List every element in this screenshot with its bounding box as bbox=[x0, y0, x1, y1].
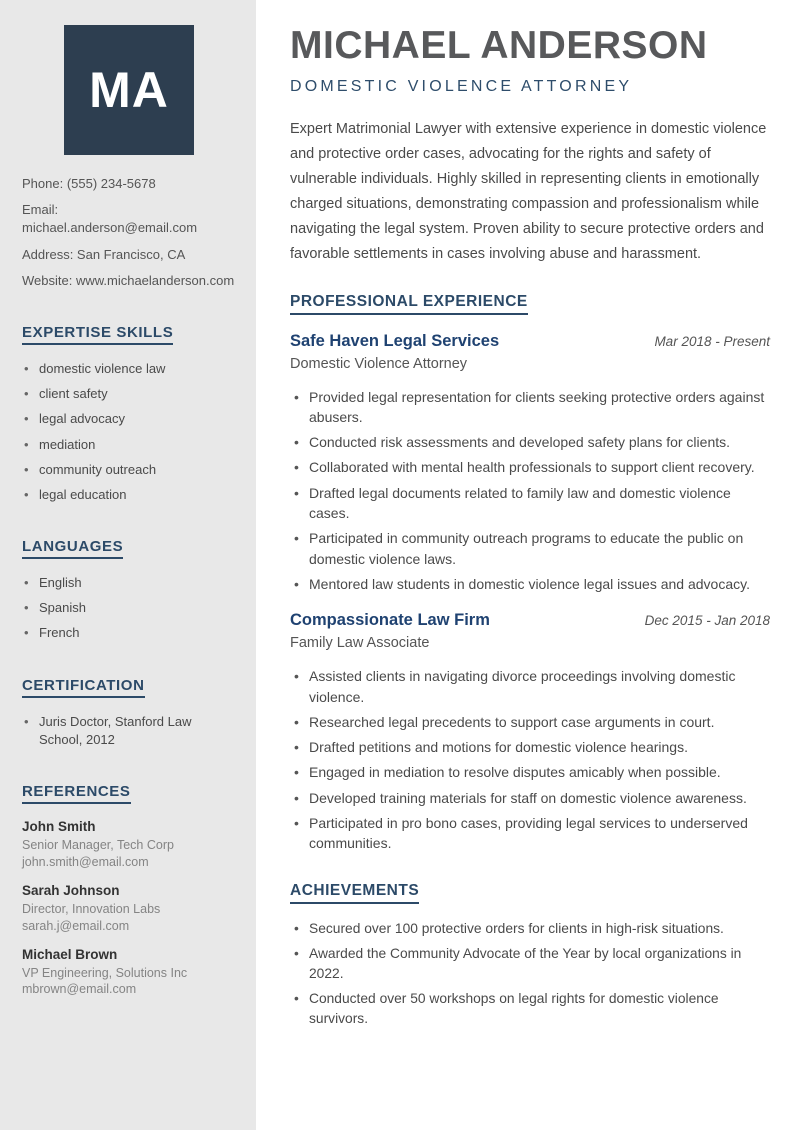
sidebar bbox=[0, 0, 256, 1130]
bullet-item: • Mentored law students in domestic violence legal issues and advocacy. bbox=[290, 574, 770, 594]
bullet-item: • Developed training materials for staff on domestic violence awareness. bbox=[290, 788, 770, 808]
achievements-list bbox=[290, 919, 770, 1029]
main-column bbox=[256, 0, 800, 1130]
contact-email: Email: michael.anderson@email.com bbox=[22, 202, 198, 236]
reference-email: sarah.j@email.com bbox=[22, 918, 130, 933]
bullet-item: • Assisted clients in navigating divorce proceedings involving domestic violence. bbox=[290, 666, 770, 707]
page-title: MICHAEL ANDERSON bbox=[290, 24, 708, 67]
job-bullets bbox=[290, 666, 770, 853]
certification-list bbox=[22, 713, 236, 749]
company-name: Compassionate Law Firm bbox=[290, 611, 490, 630]
languages-list bbox=[22, 574, 236, 643]
achievements-section bbox=[290, 882, 770, 1029]
bullet-item: • Participated in community outreach programs to educate the public on domestic violence laws. bbox=[290, 528, 770, 569]
experience-section bbox=[290, 293, 770, 854]
bullet-item: • Provided legal representation for clients seeking protective orders against abusers. bbox=[290, 387, 770, 428]
job-dates: Dec 2015 - Jan 2018 bbox=[644, 613, 770, 629]
monogram-text: MA bbox=[89, 62, 169, 118]
contact-phone: Phone: (555) 234-5678 bbox=[22, 176, 156, 191]
job-entry bbox=[290, 611, 770, 853]
reference-name: Michael Brown bbox=[22, 946, 118, 962]
reference-entry bbox=[22, 883, 236, 935]
certification-heading: CERTIFICATION bbox=[22, 677, 145, 698]
skill-item: • domestic violence law bbox=[22, 360, 236, 378]
skill-item: • legal advocacy bbox=[22, 410, 236, 428]
achievement-item: • Conducted over 50 workshops on legal rights for domestic violence survivors. bbox=[290, 989, 770, 1029]
job-header bbox=[290, 611, 770, 630]
job-header bbox=[290, 332, 770, 351]
bullet-item: • Drafted petitions and motions for domestic violence hearings. bbox=[290, 737, 770, 757]
bullet-item: • Researched legal precedents to support case arguments in court. bbox=[290, 712, 770, 732]
experience-heading: PROFESSIONAL EXPERIENCE bbox=[290, 293, 528, 315]
contact-address: Address: San Francisco, CA bbox=[22, 246, 186, 262]
monogram-square bbox=[64, 25, 194, 155]
bullet-item: • Participated in pro bono cases, providing legal services to underserved communities. bbox=[290, 813, 770, 854]
skills-section bbox=[22, 324, 236, 504]
reference-role: Senior Manager, Tech Corp bbox=[22, 838, 174, 852]
job-bullets bbox=[290, 387, 770, 595]
reference-email: mbrown@email.com bbox=[22, 982, 137, 997]
reference-name: Sarah Johnson bbox=[22, 882, 120, 898]
contact-website: Website: www.michaelanderson.com bbox=[22, 272, 235, 288]
job-role: Family Law Associate bbox=[290, 635, 430, 652]
skill-item: • legal education bbox=[22, 486, 236, 504]
bullet-item: • Drafted legal documents related to family law and domestic violence cases. bbox=[290, 483, 770, 524]
languages-section bbox=[22, 538, 236, 643]
achievements-heading: ACHIEVEMENTS bbox=[290, 882, 419, 904]
bullet-item: • Engaged in mediation to resolve disputes amicably when possible. bbox=[290, 762, 770, 782]
language-item: • Spanish bbox=[22, 599, 236, 617]
skills-heading: EXPERTISE SKILLS bbox=[22, 324, 173, 345]
company-name: Safe Haven Legal Services bbox=[290, 331, 500, 350]
skill-item: • community outreach bbox=[22, 461, 236, 479]
reference-email: john.smith@email.com bbox=[22, 854, 149, 869]
reference-entry bbox=[22, 947, 236, 999]
references-heading: REFERENCES bbox=[22, 783, 131, 804]
language-item: • English bbox=[22, 574, 236, 592]
job-dates: Mar 2018 - Present bbox=[654, 333, 770, 349]
reference-name: John Smith bbox=[22, 819, 96, 834]
summary-text: Expert Matrimonial Lawyer with extensive experience in domestic violence and protective order cases, advocating for the rights and safety of vulnerable individuals. Highly skilled in representing clients in emotionally charged situations, demonstrating compassion and professionalism while navigating the legal system. Proven ability to secure protective orders and favorable settlements in cases involving abuse and harassment. bbox=[290, 120, 767, 262]
references-section bbox=[22, 783, 236, 998]
skills-list bbox=[22, 360, 236, 504]
bullet-item: • Conducted risk assessments and developed safety plans for clients. bbox=[290, 432, 770, 452]
certification-section bbox=[22, 677, 236, 749]
reference-entry bbox=[22, 819, 236, 871]
reference-role: VP Engineering, Solutions Inc bbox=[22, 965, 188, 980]
reference-role: Director, Innovation Labs bbox=[22, 901, 161, 916]
achievement-item: • Awarded the Community Advocate of the Year by local organizations in 2022. bbox=[290, 944, 770, 984]
skill-item: • client safety bbox=[22, 385, 236, 403]
job-entry bbox=[290, 332, 770, 595]
languages-heading: LANGUAGES bbox=[22, 538, 123, 559]
certification-item: • Juris Doctor, Stanford Law School, 2012 bbox=[22, 713, 236, 749]
achievement-item: • Secured over 100 protective orders for clients in high-risk situations. bbox=[290, 919, 770, 939]
language-item: • French bbox=[22, 624, 236, 642]
skill-item: • mediation bbox=[22, 436, 236, 454]
contact-block bbox=[22, 175, 236, 290]
professional-title: DOMESTIC VIOLENCE ATTORNEY bbox=[290, 77, 633, 95]
job-role: Domestic Violence Attorney bbox=[290, 355, 468, 372]
bullet-item: • Collaborated with mental health professionals to support client recovery. bbox=[290, 457, 770, 477]
